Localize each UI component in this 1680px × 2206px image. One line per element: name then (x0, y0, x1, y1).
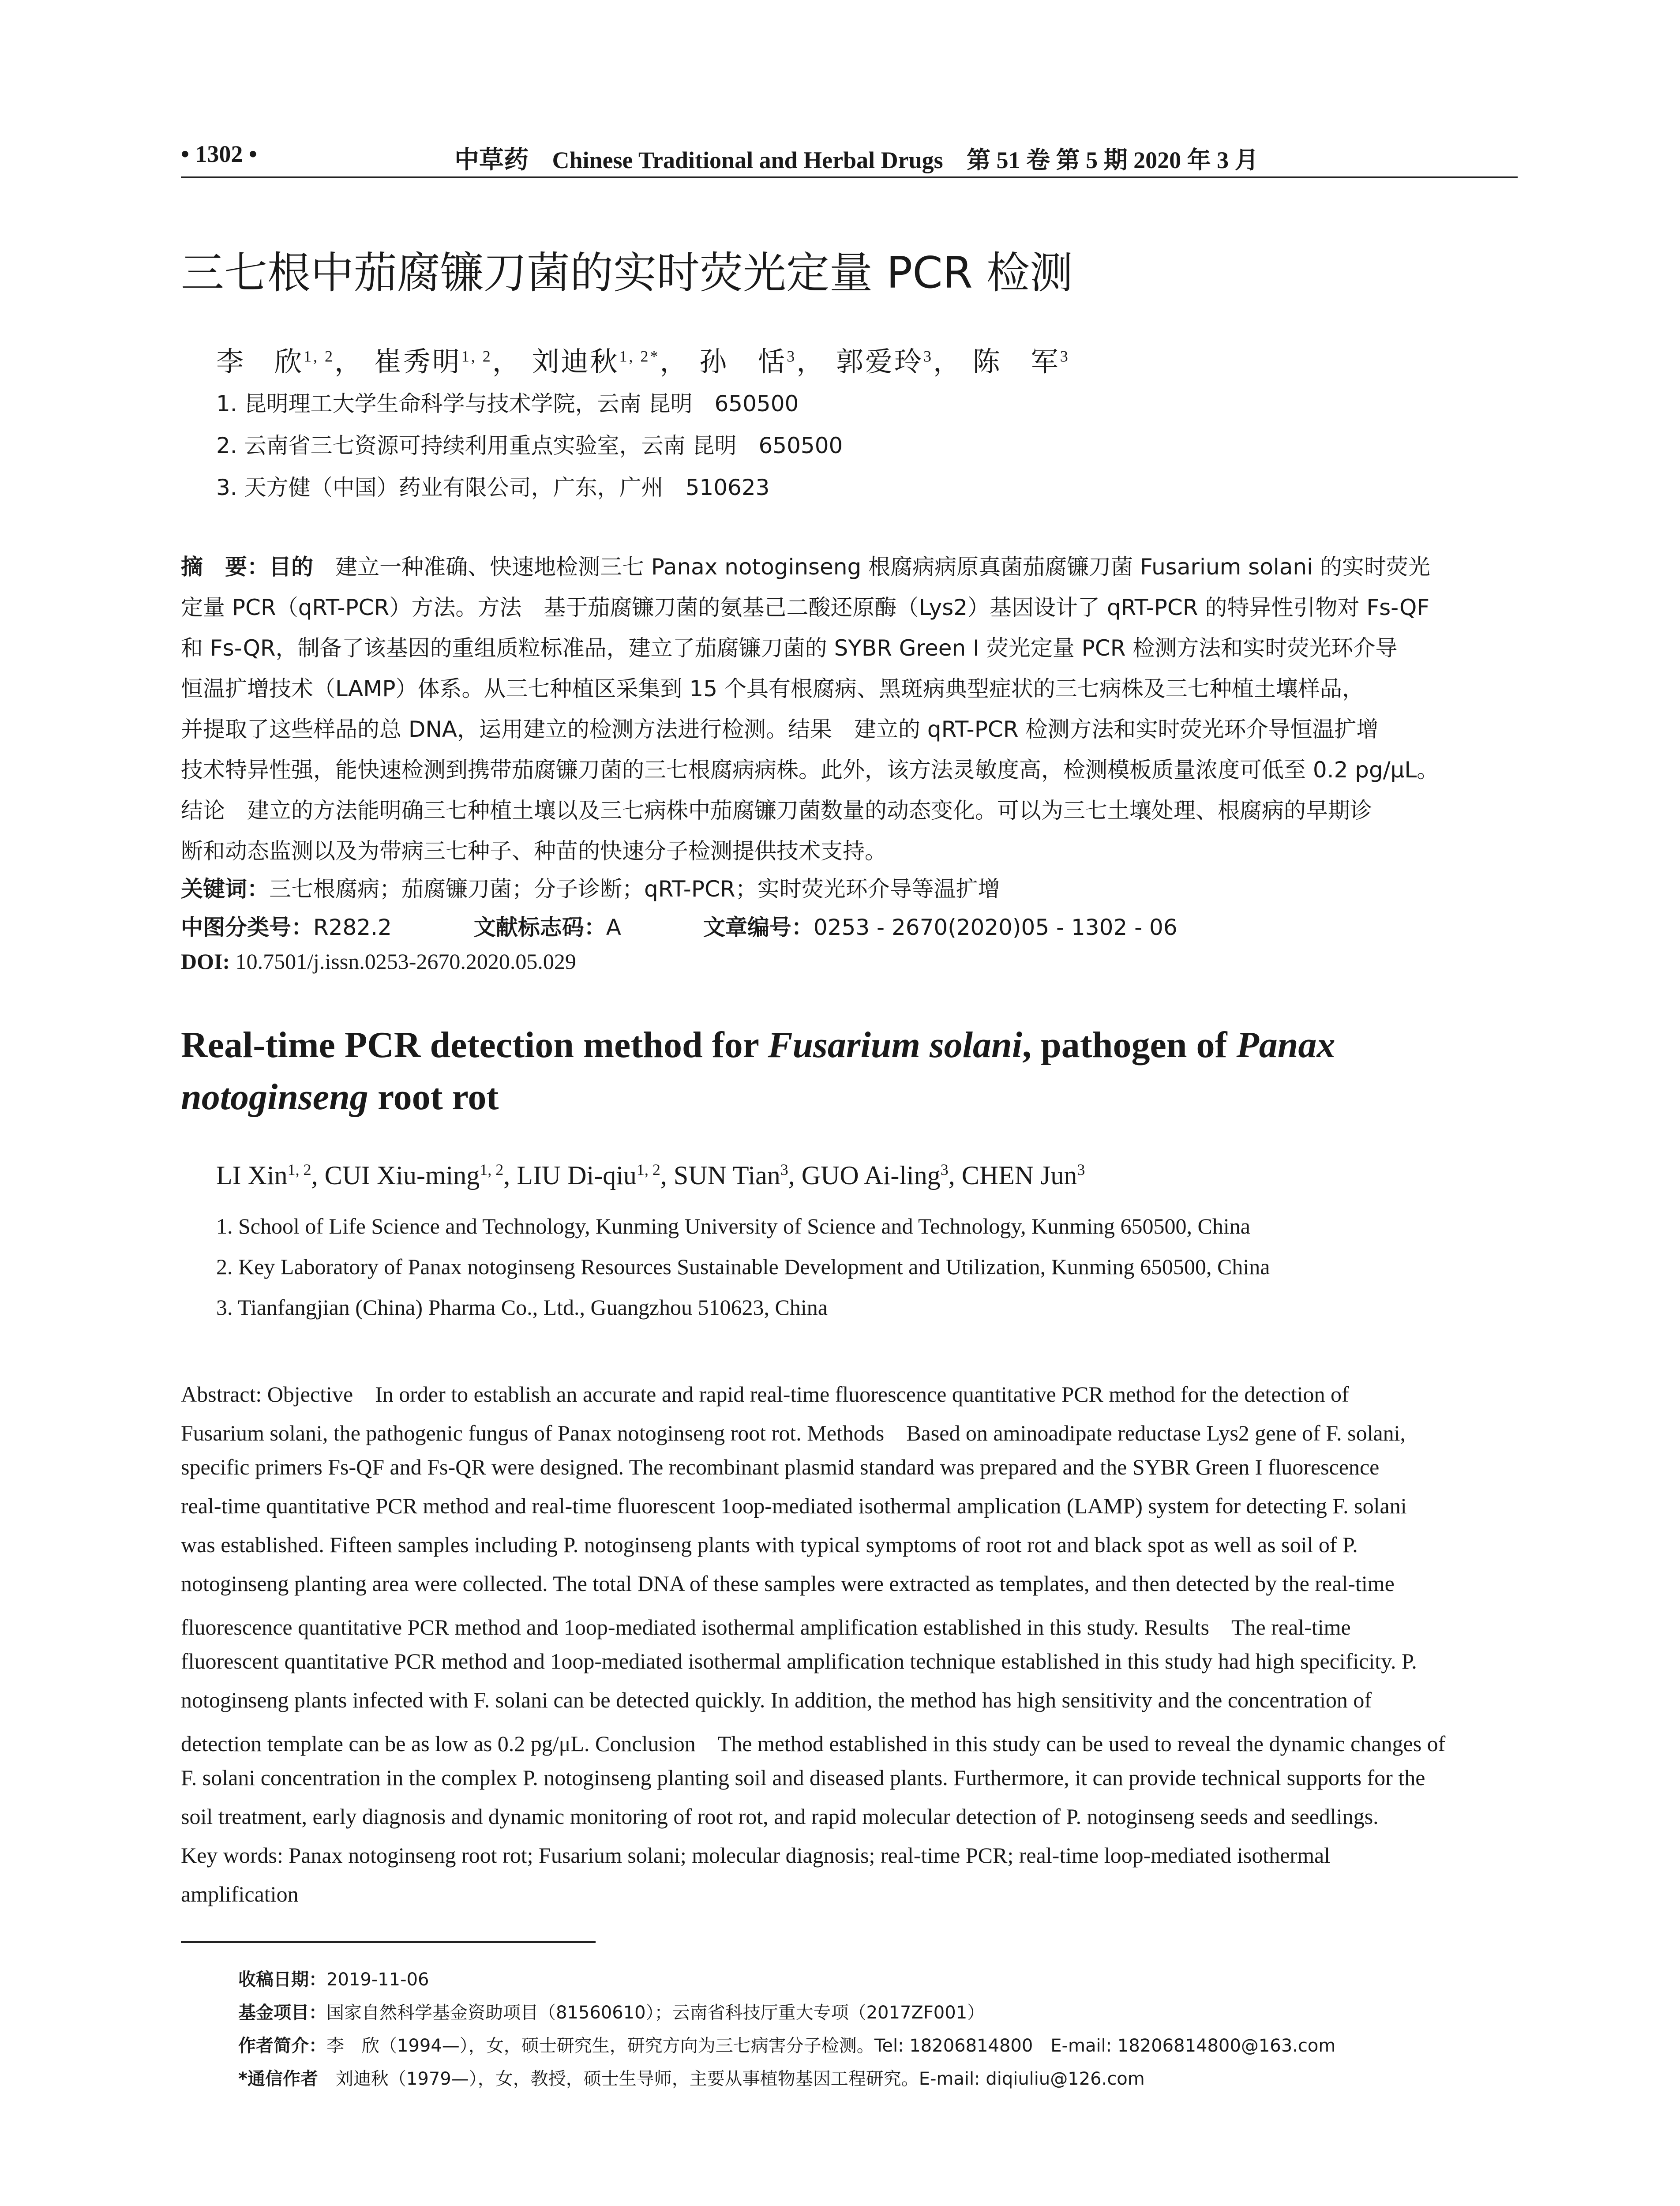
footnote-corresponding (238, 2065, 1145, 2090)
en-author-list: LI Xin$^{1, 2}$, CUI Xiu-ming$^{1, 2}$, LIU Di-qiu$^{1, 2}$, SUN Tian$^3$, GUO Ai-ling$^3$, CHEN Jun$^3$ (216, 1161, 1085, 1190)
clc-label: 中图分类号： (181, 915, 313, 940)
cn-abstract-line: 和 Fs-QR，制备了该基因的重组质粒标准品，建立了茄腐镰刀菌的 SYBR Green I 荧光定量 PCR 检测方法和实时荧光环介导 (181, 635, 1398, 661)
keywords-text: 三七根腐病；茄腐镰刀菌；分子诊断；qRT-PCR；实时荧光环介导等温扩增 (269, 876, 1000, 902)
en-title-part: Real-time PCR detection method for (181, 1024, 768, 1065)
en-abstract-line: notoginseng planting area were collected. The total DNA of these samples were extracted as templates, and then detected by the real-time (181, 1571, 1395, 1596)
en-abstract-line: Fusarium solani, the pathogenic fungus of Panax notoginseng root rot. Methods Based on aminoadipate reductase Lys2 gene of F. solani, (181, 1421, 1406, 1445)
en-author: SUN Tian (673, 1161, 780, 1190)
footnote-text: 刘迪秋（1979—），女，教授，硕士生导师，主要从事植物基因工程研究。E-mail: diqiuliu@126.com (318, 2069, 1145, 2089)
cn-author: 郭爱玲 (836, 345, 923, 378)
cn-abstract-line: 结论 建立的方法能明确三七种植土壤以及三七病株中茄腐镰刀菌数量的动态变化。可以为三七土壤处理、根腐病的早期诊 (181, 798, 1372, 823)
footnote-funding (238, 1999, 985, 2024)
en-abstract-line: real-time quantitative PCR method and real-time fluorescent 1oop-mediated isothermal amplication (LAMP) system for detecting F. solani (181, 1493, 1407, 1518)
footnote-label: *通信作者 (238, 2069, 318, 2089)
objective-label: 目的 (269, 554, 313, 580)
journal-issue: 第 51 卷 第 5 期 2020 年 3 月 (967, 147, 1259, 173)
en-abstract-line: soil treatment, early diagnosis and dynamic monitoring of root rot, and rapid molecular detection of P. notoginseng seeds and seedlings. (181, 1804, 1379, 1829)
en-abstract-line: Abstract: Objective In order to establish an accurate and rapid real-time fluorescence quantitative PCR method for the detection of (181, 1382, 1349, 1407)
cn-author-sup: 3 (787, 347, 797, 365)
journal-header (454, 140, 1259, 176)
doc-code-label: 文献标志码： (473, 915, 606, 940)
cn-author-sup: 1, 2 (461, 347, 492, 365)
cn-author: 刘迪秋 (532, 345, 619, 378)
cn-author-sup: 1, 2 (304, 347, 335, 365)
en-author: LI Xin (216, 1161, 288, 1190)
footnote-label: 作者简介： (238, 2036, 326, 2056)
abstract-label: 摘 要： (181, 554, 269, 580)
en-affiliation: 3. Tianfangjian (China) Pharma Co., Ltd., Guangzhou 510623, China (216, 1295, 828, 1320)
cn-author: 崔秀明 (374, 345, 461, 378)
cn-author-sup: 1, 2* (619, 347, 660, 365)
en-affiliation: 2. Key Laboratory of Panax notoginseng Resources Sustainable Development and Utilization, Kunming 650500, China (216, 1254, 1270, 1279)
en-author: CUI Xiu-ming (324, 1161, 480, 1190)
cn-classification (181, 910, 1178, 942)
en-author: LIU Di-qiu (517, 1161, 637, 1190)
en-affiliation: 1. School of Life Science and Technology, Kunming University of Science and Technology, Kunming 650500, China (216, 1214, 1250, 1238)
en-abstract-line: specific primers Fs-QF and Fs-QR were designed. The recombinant plasmid standard was prepared and the SYBR Green I fluorescence (181, 1455, 1380, 1479)
journal-name-cn: 中草药 (454, 146, 529, 174)
doi-line (181, 949, 576, 974)
cn-abstract-line-1 (181, 549, 1430, 581)
en-author-sup: 1, 2 (480, 1161, 504, 1178)
cn-abstract-line: 恒温扩增技术（LAMP）体系。从三七种植区采集到 15 个具有根腐病、黑斑病典型症状的三七病株及三七种植土壤样品， (181, 676, 1364, 702)
doi-value: 10.7501/j.issn.0253-2670.2020.05.029 (235, 949, 576, 974)
cn-affiliation: 2. 云南省三七资源可持续利用重点实验室，云南 昆明 650500 (216, 433, 843, 458)
footnote-author-bio (238, 2032, 1335, 2057)
en-keywords-line: Key words: Panax notoginseng root rot; Fusarium solani; molecular diagnosis; real-time PCR; real-time loop-mediated isothermal (181, 1843, 1331, 1868)
cn-title: 三七根中茄腐镰刀菌的实时荧光定量 PCR 检测 (181, 248, 1073, 298)
footnote-text: 国家自然科学基金资助项目（81560610）；云南省科技厅重大专项（2017ZF001） (326, 2003, 985, 2023)
en-author-sup: 1, 2 (636, 1161, 660, 1178)
en-title-part: root rot (368, 1077, 499, 1118)
en-abstract-line: F. solani concentration in the complex P. notoginseng planting soil and diseased plants. Furthermore, it can provide technical supports for the (181, 1765, 1425, 1790)
cn-abstract-line: 技术特异性强，能快速检测到携带茄腐镰刀菌的三七根腐病病株。此外，该方法灵敏度高，检测模板质量浓度可低至 0.2 pg/μL。 (181, 757, 1439, 783)
en-title-italic: Fusarium solani (768, 1024, 1023, 1065)
cn-affiliation: 1. 昆明理工大学生命科学与技术学院，云南 昆明 650500 (216, 391, 799, 416)
cn-author-sup: 3 (923, 347, 933, 365)
article-no-label: 文章编号： (703, 915, 814, 940)
article-no-value: 0253 - 2670(2020)05 - 1302 - 06 (813, 915, 1178, 940)
en-title (181, 1019, 1518, 1123)
en-abstract-line: was established. Fifteen samples including P. notoginseng plants with typical symptoms of root rot and black spot as well as soil of P. (181, 1532, 1358, 1557)
cn-author: 李 欣 (216, 345, 304, 378)
cn-abstract-line: 并提取了这些样品的总 DNA，运用建立的检测方法进行检测。结果 建立的 qRT-PCR 检测方法和实时荧光环介导恒温扩增 (181, 717, 1379, 742)
en-author-sup: 3 (940, 1161, 949, 1178)
cn-abstract-line: 定量 PCR（qRT-PCR）方法。方法 基于茄腐镰刀菌的氨基己二酸还原酶（Lys2）基因设计了 qRT-PCR 的特异性引物对 Fs-QF (181, 595, 1430, 620)
en-abstract-line: fluorescent quantitative PCR method and 1oop-mediated isothermal amplification technique established in this study had high specificity. P. (181, 1649, 1417, 1673)
abstract-text: 建立一种准确、快速地检测三七 Panax notoginseng 根腐病病原真菌茄腐镰刀菌 Fusarium solani 的实时荧光 (313, 554, 1430, 580)
en-title-part: , pathogen of (1022, 1024, 1237, 1065)
en-abstract-line: detection template can be as low as 0.2 pg/μL. Conclusion The method established in this study can be used to reveal the dynamic changes of (181, 1731, 1446, 1756)
clc-value: R282.2 (313, 915, 392, 940)
cn-author: 陈 军 (972, 345, 1060, 378)
page-number: • 1302 • (181, 141, 257, 167)
doi-label: DOI: (181, 949, 230, 974)
en-title-italic: notoginseng (181, 1077, 368, 1118)
footnote-label: 基金项目： (238, 2003, 326, 2023)
journal-name-en: Chinese Traditional and Herbal Drugs (552, 147, 943, 173)
footnote-text: 李 欣（1994—），女，硕士研究生，研究方向为三七病害分子检测。Tel: 18206814800 E-mail: 18206814800@163.com (326, 2036, 1336, 2056)
en-keywords-line: amplification (181, 1882, 299, 1906)
en-author: CHEN Jun (961, 1161, 1077, 1190)
cn-keywords (181, 871, 1000, 903)
header-rule (181, 176, 1518, 178)
cn-author-list: 李 欣$^{1, 2}$， 崔秀明$^{1, 2}$， 刘迪秋$^{1, 2*}$， 孙 恬$^3$， 郭爱玲$^3$， 陈 军$^3$ (216, 345, 1070, 378)
cn-abstract-line: 断和动态监测以及为带病三七种子、种苗的快速分子检测提供技术支持。 (181, 838, 887, 864)
footnote-text: 2019-11-06 (326, 1970, 429, 1990)
cn-author: 孙 恬 (699, 345, 787, 378)
cn-author-sup: 3 (1060, 347, 1070, 365)
en-abstract-line: notoginseng plants infected with F. solani can be detected quickly. In addition, the method has high sensitivity and the concentration of (181, 1688, 1372, 1712)
en-abstract-line: fluorescence quantitative PCR method and 1oop-mediated isothermal amplification established in this study. Results The real-time (181, 1615, 1351, 1639)
footnote-rule (181, 1941, 596, 1943)
en-title-italic: Panax (1236, 1024, 1335, 1065)
en-author-sup: 1, 2 (287, 1161, 311, 1178)
footnote-label: 收稿日期： (238, 1970, 326, 1990)
doc-code-value: A (606, 915, 622, 940)
keywords-label: 关键词： (181, 876, 269, 902)
footnote-received (238, 1966, 429, 1991)
en-author-sup: 3 (1077, 1161, 1085, 1178)
en-author-sup: 3 (780, 1161, 788, 1178)
cn-affiliation: 3. 天方健（中国）药业有限公司，广东，广州 510623 (216, 475, 770, 500)
en-author: GUO Ai-ling (801, 1161, 941, 1190)
